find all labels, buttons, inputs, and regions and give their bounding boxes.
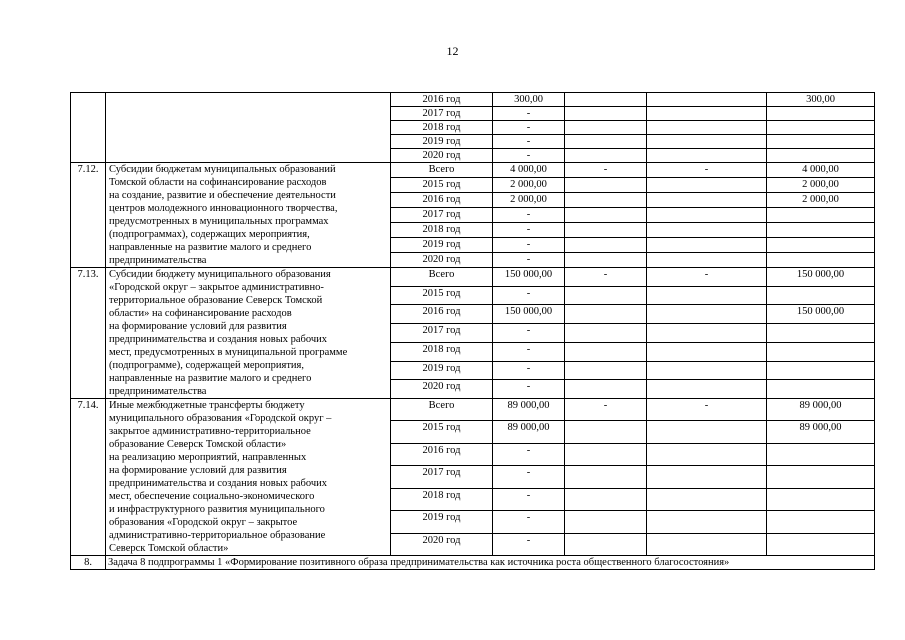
description-line: на формирование условий для развития: [109, 465, 287, 476]
total-cell: -: [493, 149, 565, 163]
value-cell: [767, 533, 875, 555]
total-cell: -: [493, 443, 565, 465]
value-cell: [767, 208, 875, 223]
table-row: [71, 399, 875, 421]
value-cell: 2 000,00: [767, 178, 875, 193]
total-cell: -: [493, 533, 565, 555]
year-cell: 2016 год: [391, 93, 493, 107]
value-cell: [565, 208, 647, 223]
value-cell: [647, 193, 767, 208]
value-cell: [647, 149, 767, 163]
year-cell: 2019 год: [391, 361, 493, 380]
value-cell: [647, 443, 767, 465]
year-cell: 2019 год: [391, 511, 493, 533]
value-cell: -: [647, 268, 767, 287]
value-cell: [565, 193, 647, 208]
year-cell: 2018 год: [391, 223, 493, 238]
description-line: «Городской округ – закрытое административно-: [109, 282, 324, 293]
description-line: и инфраструктурного развития муниципального: [109, 504, 325, 515]
value-cell: [647, 533, 767, 555]
value-cell: [767, 149, 875, 163]
value-cell: [767, 107, 875, 121]
total-cell: -: [493, 238, 565, 253]
description-line: предпринимательства и создания новых рабочих: [109, 334, 327, 345]
year-cell: 2017 год: [391, 208, 493, 223]
value-cell: [767, 342, 875, 361]
year-cell: 2018 год: [391, 488, 493, 510]
total-cell: 89 000,00: [493, 399, 565, 421]
value-cell: [767, 253, 875, 268]
total-cell: -: [493, 324, 565, 343]
year-cell: Всего: [391, 268, 493, 287]
value-cell: [565, 178, 647, 193]
value-cell: [767, 361, 875, 380]
value-cell: [565, 421, 647, 443]
value-cell: [647, 421, 767, 443]
total-cell: -: [493, 342, 565, 361]
value-cell: [565, 149, 647, 163]
value-cell: [565, 511, 647, 533]
total-cell: -: [493, 380, 565, 399]
year-cell: 2020 год: [391, 380, 493, 399]
value-cell: [647, 286, 767, 305]
value-cell: 89 000,00: [767, 421, 875, 443]
total-cell: -: [493, 488, 565, 510]
year-cell: 2019 год: [391, 135, 493, 149]
year-cell: 2016 год: [391, 443, 493, 465]
total-cell: -: [493, 361, 565, 380]
total-cell: 150 000,00: [493, 305, 565, 324]
value-cell: [565, 223, 647, 238]
description-line: (подпрограммах), содержащих мероприятия,: [109, 229, 310, 240]
total-cell: -: [493, 511, 565, 533]
value-cell: -: [647, 399, 767, 421]
value-cell: [565, 466, 647, 488]
row-number-cell: 7.14.: [71, 399, 106, 556]
value-cell: -: [647, 163, 767, 178]
value-cell: 2 000,00: [767, 193, 875, 208]
value-cell: 300,00: [767, 93, 875, 107]
year-cell: 2016 год: [391, 305, 493, 324]
description-line: муниципального образования «Городской округ –: [109, 413, 332, 424]
year-cell: 2018 год: [391, 342, 493, 361]
year-cell: 2017 год: [391, 466, 493, 488]
value-cell: [565, 135, 647, 149]
value-cell: [647, 324, 767, 343]
value-cell: [565, 238, 647, 253]
description-line: центров молодежного инновационного творчества,: [109, 203, 338, 214]
year-cell: 2020 год: [391, 253, 493, 268]
year-cell: 2017 год: [391, 324, 493, 343]
total-cell: 300,00: [493, 93, 565, 107]
value-cell: [647, 135, 767, 149]
total-cell: -: [493, 121, 565, 135]
year-cell: Всего: [391, 163, 493, 178]
total-cell: -: [493, 223, 565, 238]
description-line: на создание, развитие и обеспечение деятельности: [109, 190, 336, 201]
description-line: на реализацию мероприятий, направленных: [109, 452, 307, 463]
value-cell: [565, 380, 647, 399]
total-cell: -: [493, 466, 565, 488]
value-cell: [767, 238, 875, 253]
financing-table: [70, 92, 875, 570]
description-line: административно-территориальное образование: [109, 530, 326, 541]
total-cell: 2 000,00: [493, 178, 565, 193]
year-cell: 2015 год: [391, 421, 493, 443]
year-cell: 2017 год: [391, 107, 493, 121]
value-cell: [767, 511, 875, 533]
year-cell: 2015 год: [391, 286, 493, 305]
value-cell: [767, 443, 875, 465]
value-cell: [565, 533, 647, 555]
description-cell: [106, 163, 391, 268]
task-text-cell: Задача 8 подпрограммы 1 «Формирование позитивного образа предпринимательства как источника роста общественного благосостояния»: [106, 556, 875, 570]
value-cell: [767, 121, 875, 135]
description-line: предпринимательства: [109, 386, 207, 397]
value-cell: [565, 93, 647, 107]
description-line: (подпрограмме), содержащей мероприятия,: [109, 360, 304, 371]
value-cell: [565, 121, 647, 135]
value-cell: [647, 380, 767, 399]
value-cell: [767, 466, 875, 488]
value-cell: [647, 223, 767, 238]
value-cell: [647, 178, 767, 193]
value-cell: [565, 342, 647, 361]
total-cell: 89 000,00: [493, 421, 565, 443]
year-cell: 2016 год: [391, 193, 493, 208]
value-cell: [647, 107, 767, 121]
row-number-cell: 7.13.: [71, 268, 106, 399]
value-cell: [647, 121, 767, 135]
value-cell: [647, 208, 767, 223]
total-cell: -: [493, 107, 565, 121]
total-cell: -: [493, 208, 565, 223]
table-row: [71, 163, 875, 178]
description-line: мест, предусмотренных в муниципальной программе: [109, 347, 348, 358]
description-line: предусмотренных в муниципальных программах: [109, 216, 329, 227]
year-cell: 2020 год: [391, 149, 493, 163]
value-cell: [647, 466, 767, 488]
value-cell: [767, 488, 875, 510]
description-line: направленные на развитие малого и среднего: [109, 242, 312, 253]
value-cell: -: [565, 163, 647, 178]
total-cell: 4 000,00: [493, 163, 565, 178]
value-cell: [647, 253, 767, 268]
description-line: мест, обеспечение социально-экономического: [109, 491, 315, 502]
total-cell: 150 000,00: [493, 268, 565, 287]
description-line: территориальное образование Северск Томской: [109, 295, 323, 306]
value-cell: [767, 223, 875, 238]
total-cell: -: [493, 135, 565, 149]
description-line: Субсидии бюджету муниципального образования: [109, 269, 331, 280]
value-cell: [565, 305, 647, 324]
value-cell: [767, 135, 875, 149]
value-cell: [565, 286, 647, 305]
value-cell: 150 000,00: [767, 305, 875, 324]
year-cell: Всего: [391, 399, 493, 421]
value-cell: [647, 93, 767, 107]
value-cell: 89 000,00: [767, 399, 875, 421]
value-cell: [565, 253, 647, 268]
value-cell: [767, 324, 875, 343]
total-cell: -: [493, 286, 565, 305]
value-cell: -: [565, 268, 647, 287]
value-cell: [647, 305, 767, 324]
description-line: Субсидии бюджетам муниципальных образований: [109, 164, 336, 175]
description-line: предпринимательства и создания новых рабочих: [109, 478, 327, 489]
value-cell: [565, 443, 647, 465]
row-number-cell: 7.12.: [71, 163, 106, 268]
page-number: 12: [446, 44, 459, 58]
description-cell: [106, 399, 391, 556]
total-cell: -: [493, 253, 565, 268]
total-cell: 2 000,00: [493, 193, 565, 208]
value-cell: 4 000,00: [767, 163, 875, 178]
description-cell: [106, 93, 391, 163]
table-row: [71, 93, 875, 107]
year-cell: 2018 год: [391, 121, 493, 135]
description-line: Северск Томской области»: [109, 543, 229, 554]
value-cell: [647, 342, 767, 361]
value-cell: [565, 361, 647, 380]
year-cell: 2020 год: [391, 533, 493, 555]
year-cell: 2015 год: [391, 178, 493, 193]
value-cell: [647, 361, 767, 380]
value-cell: [647, 238, 767, 253]
description-line: Иные межбюджетные трансферты бюджету: [109, 400, 305, 411]
value-cell: 150 000,00: [767, 268, 875, 287]
description-line: направленные на развитие малого и среднего: [109, 373, 312, 384]
description-line: предпринимательства: [109, 255, 207, 266]
description-cell: [106, 268, 391, 399]
description-line: области» на софинансирование расходов: [109, 308, 292, 319]
value-cell: [565, 324, 647, 343]
description-line: образования «Городской округ – закрытое: [109, 517, 298, 528]
year-cell: 2019 год: [391, 238, 493, 253]
value-cell: [565, 107, 647, 121]
description-line: Томской области на софинансирование расходов: [109, 177, 327, 188]
description-line: образование Северск Томской области»: [109, 439, 287, 450]
value-cell: [767, 380, 875, 399]
description-line: на формирование условий для развития: [109, 321, 287, 332]
value-cell: [647, 488, 767, 510]
description-line: закрытое административно-территориальное: [109, 426, 311, 437]
task-number-cell: 8.: [71, 556, 106, 570]
row-number-cell: [71, 93, 106, 163]
task-row: [71, 556, 875, 570]
value-cell: [767, 286, 875, 305]
value-cell: -: [565, 399, 647, 421]
value-cell: [565, 488, 647, 510]
table-row: [71, 268, 875, 287]
value-cell: [647, 511, 767, 533]
